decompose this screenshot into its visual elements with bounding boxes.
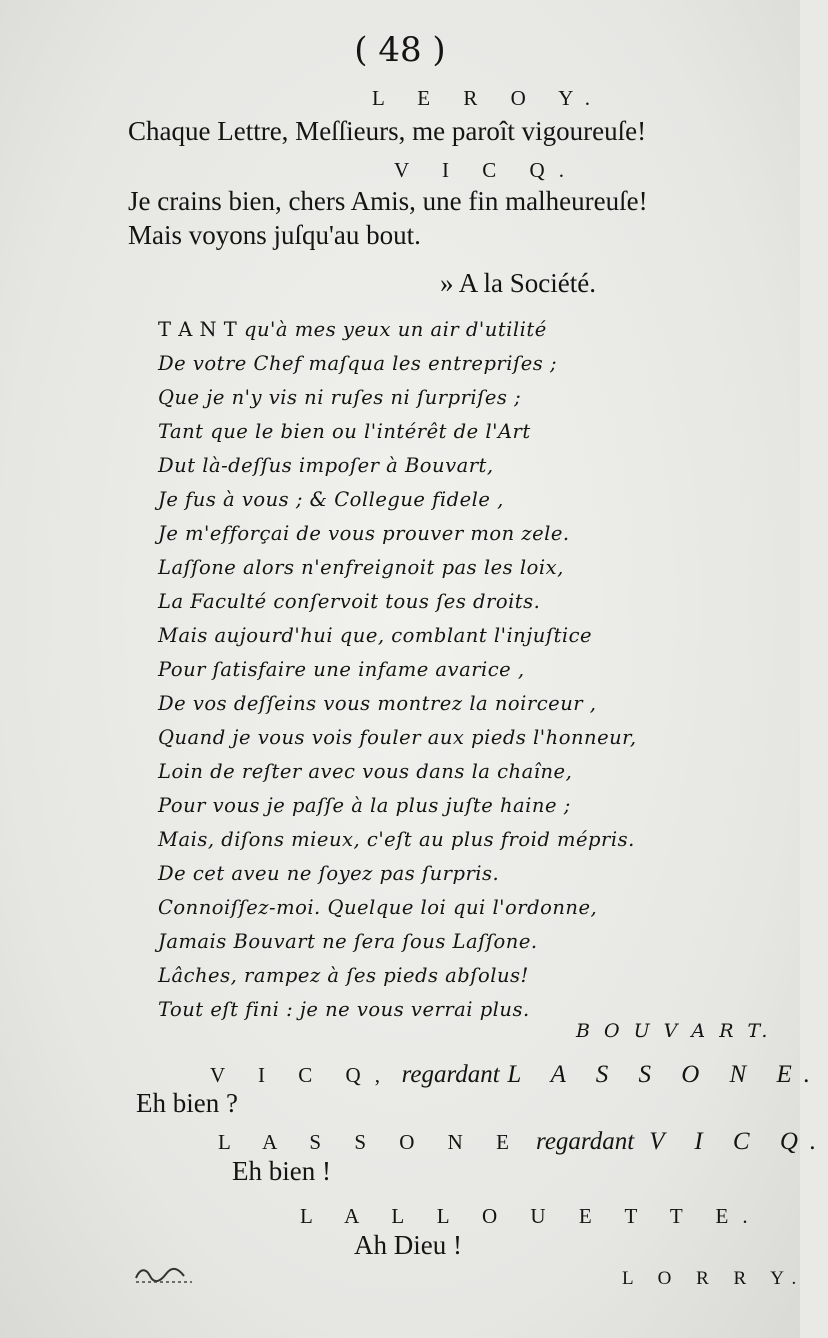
speaker-lallouette: L A L L O U E T T E. <box>300 1204 762 1228</box>
verse-line-11: Pour ſatisfaire une infame avarice , <box>158 658 525 681</box>
direction-word-2: regardant <box>536 1128 635 1155</box>
printer-ornament-icon <box>132 1264 196 1286</box>
speaker-lassone: L A S S O N E <box>218 1130 523 1154</box>
verse-line-1 <box>158 318 718 341</box>
direction-word: regardant <box>401 1061 500 1088</box>
speaker-leroy: L E R O Y. <box>372 86 604 110</box>
line-lallouette: Ah Dieu ! <box>354 1230 462 1260</box>
page-number: ( 48 ) <box>354 30 446 70</box>
verse-line-21: Tout eſt fini : je ne vous verrai plus. <box>158 998 530 1021</box>
verse-lead-word: T A N T <box>158 318 238 341</box>
stage-direction-vicq <box>210 1060 822 1089</box>
speaker-vicq-2: V I C Q, <box>210 1063 394 1087</box>
verse-line-18: Connoiſſez-moi. Quelque loi qui l'ordonne, <box>158 896 598 919</box>
verse-line-17: De cet aveu ne ſoyez pas ſurpris. <box>158 862 500 885</box>
line-vicq-3: Eh bien ? <box>136 1088 238 1118</box>
speaker-lorry: L O R R Y. <box>622 1268 807 1289</box>
verse-line-4: Tant que le bien ou l'intérêt de l'Art <box>158 420 531 443</box>
line-lassone: Eh bien ! <box>232 1156 331 1186</box>
verse-line-12: De vos deſſeins vous montrez la noirceur , <box>158 692 597 715</box>
speaker-vicq: V I C Q. <box>394 158 578 182</box>
verse-line-8: Laſſone alors n'enfreignoit pas les loix, <box>158 556 564 579</box>
line-vicq-2: Mais voyons juſqu'au bout. <box>128 220 421 250</box>
signature-bouvart: B O U V A R T. <box>576 1020 772 1042</box>
direction-target: L A S S O N E. <box>507 1061 822 1088</box>
verse-line-2: De votre Chef maſqua les entrepriſes ; <box>158 352 558 375</box>
stage-direction-lassone <box>218 1128 828 1156</box>
verse-line-3: Que je n'y vis ni ruſes ni ſurpriſes ; <box>158 386 522 409</box>
line-vicq-1: Je crains bien, chers Amis, une fin malheureuſe! <box>128 186 648 216</box>
direction-target-2: V I C Q. <box>649 1128 828 1155</box>
verse-line-13: Quand je vous vois fouler aux pieds l'honneur, <box>158 726 637 749</box>
verse-line-7: Je m'efforçai de vous prouver mon zele. <box>158 522 570 545</box>
verse-line-6: Je fus à vous ; & Collegue fidele , <box>158 488 504 511</box>
verse-line-1-rest: qu'à mes yeux un air d'utilité <box>237 318 547 341</box>
verse-line-9: La Faculté conſervoit tous ſes droits. <box>158 590 541 613</box>
verse-line-10: Mais aujourd'hui que, comblant l'injuſtice <box>158 624 593 647</box>
verse-line-20: Lâches, rampez à ſes pieds abſolus! <box>158 964 529 987</box>
verse-line-16: Mais, diſons mieux, c'eſt au plus froid mépris. <box>158 828 635 851</box>
verse-line-19: Jamais Bouvart ne ſera ſous Laſſone. <box>158 930 538 953</box>
verse-line-15: Pour vous je paſſe à la plus juſte haine ; <box>158 794 571 817</box>
verse-line-5: Dut là-deſſus impoſer à Bouvart, <box>158 454 494 477</box>
verse-line-14: Loin de reſter avec vous dans la chaîne, <box>158 760 573 783</box>
line-leroy: Chaque Lettre, Meſſieurs, me paroît vigoureuſe! <box>128 116 647 146</box>
letter-heading: » A la Société. <box>440 268 596 298</box>
